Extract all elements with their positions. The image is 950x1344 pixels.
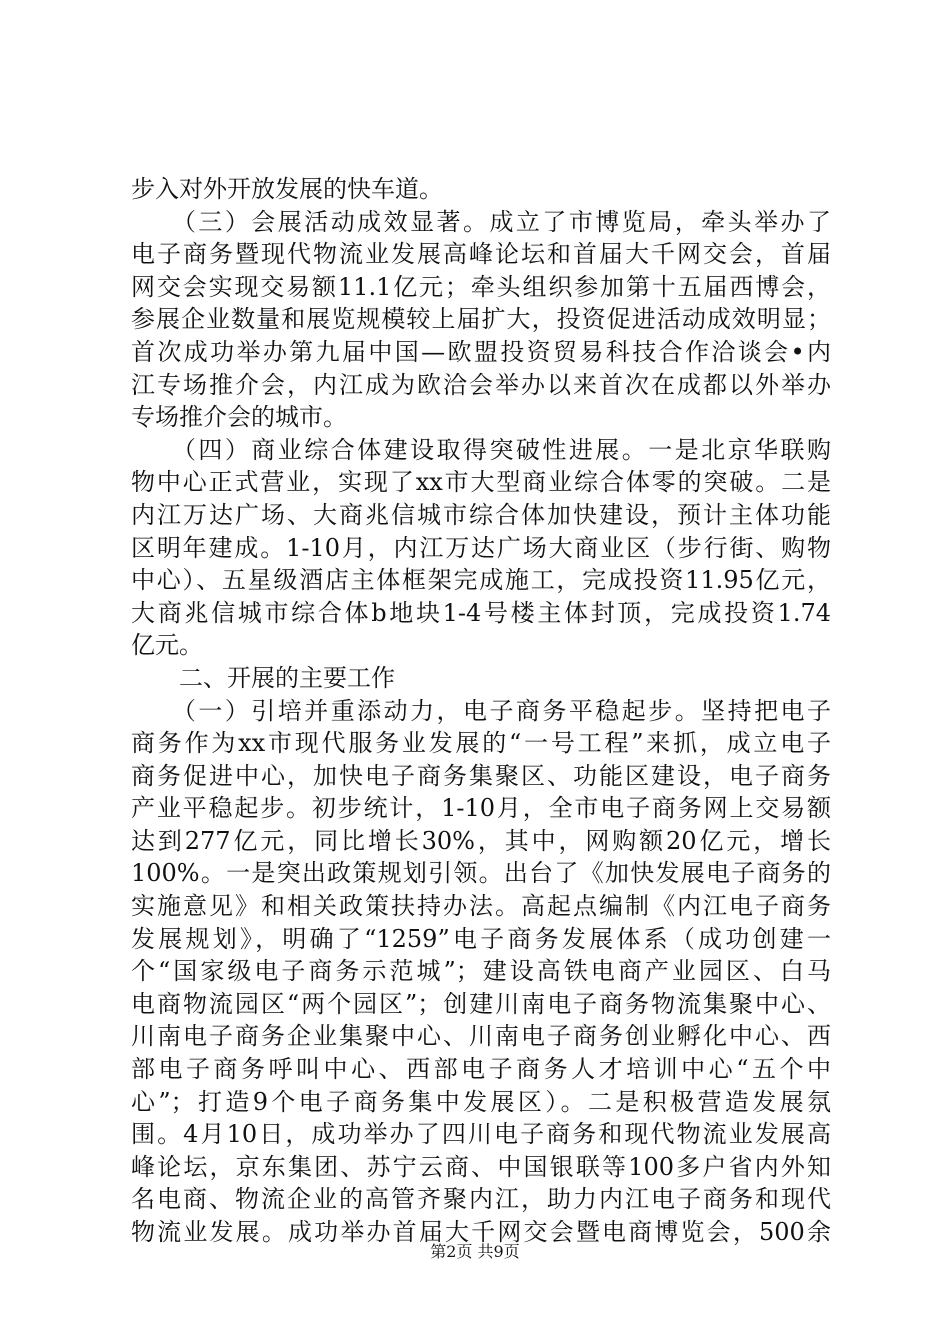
text-line: 名电商、物流企业的高管齐聚内江，助力内江电子商务和现代 xyxy=(131,1185,831,1214)
text-line: 心”；打造9个电子商务集中发展区）。二是积极营造发展氛 xyxy=(131,1087,831,1116)
text-line: 商务作为xx市现代服务业发展的“一号工程”来抓，成立电子 xyxy=(131,729,831,758)
text-line: 发展规划》，明确了“1259”电子商务发展体系（成功创建一 xyxy=(131,924,831,953)
text-line: 达到277亿元，同比增长30%，其中，网购额20亿元，增长 xyxy=(131,826,831,855)
text-line: 步入对外开放发展的快车道。 xyxy=(131,175,443,203)
text-line: 中心）、五星级酒店主体框架完成施工，完成投资11.95亿元， xyxy=(131,566,831,595)
text-line: 亿元。 xyxy=(131,631,203,660)
text-line: 物中心正式营业，实现了xx市大型商业综合体零的突破。二是 xyxy=(131,468,831,497)
text-line: 峰论坛，京东集团、苏宁云商、中国银联等100多户省内外知 xyxy=(131,1152,831,1181)
text-line: 区明年建成。1-10月，内江万达广场大商业区（步行街、购物 xyxy=(131,533,831,562)
text-line: 实施意见》和相关政策扶持办法。高起点编制《内江电子商务 xyxy=(131,892,831,921)
text-line: 江专场推介会，内江成为欧洽会举办以来首次在成都以外举办 xyxy=(131,370,831,399)
text-line: （四）商业综合体建设取得突破性进展。一是北京华联购 xyxy=(131,435,831,464)
text-line: 网交会实现交易额11.1亿元；牵头组织参加第十五届西博会， xyxy=(131,272,831,301)
text-line: 电子商务暨现代物流业发展高峰论坛和首届大千网交会，首届 xyxy=(131,240,831,269)
text-line: 商务促进中心，加快电子商务集聚区、功能区建设，电子商务 xyxy=(131,761,831,790)
text-line: 物流业发展。成功举办首届大千网交会暨电商博览会，500余 xyxy=(131,1218,831,1246)
text-line: 首次成功举办第九届中国—欧盟投资贸易科技合作洽谈会•内 xyxy=(131,337,831,366)
text-line: 专场推介会的城市。 xyxy=(131,403,347,432)
text-line: 参展企业数量和展览规模较上届扩大，投资促进活动成效明显； xyxy=(131,305,831,334)
text-line: 产业平稳起步。初步统计，1-10月，全市电子商务网上交易额 xyxy=(131,794,831,823)
document-body xyxy=(131,173,831,1249)
text-line: 电商物流园区“两个园区”；创建川南电子商务物流集聚中心、 xyxy=(131,989,831,1018)
text-line: 围。4月10日，成功举办了四川电子商务和现代物流业发展高 xyxy=(131,1120,831,1149)
text-line: 个“国家级电子商务示范城”；建设高铁电商产业园区、白马 xyxy=(131,957,831,986)
page-footer: 第2页 共9页 xyxy=(430,1242,520,1261)
text-line: 二、开展的主要工作 xyxy=(131,663,395,692)
text-line: （三）会展活动成效显著。成立了市博览局，牵头举办了 xyxy=(131,207,831,236)
text-line: 川南电子商务企业集聚中心、川南电子商务创业孵化中心、西 xyxy=(131,1022,831,1051)
text-line: 内江万达广场、大商兆信城市综合体加快建设，预计主体功能 xyxy=(131,500,831,529)
text-line: 部电子商务呼叫中心、西部电子商务人才培训中心“五个中 xyxy=(131,1055,831,1084)
text-line: 大商兆信城市综合体b地块1-4号楼主体封顶，完成投资1.74 xyxy=(131,598,831,627)
text-line: （一）引培并重添动力，电子商务平稳起步。坚持把电子 xyxy=(131,696,831,725)
text-line: 100%。一是突出政策规划引领。出台了《加快发展电子商务的 xyxy=(131,859,831,888)
